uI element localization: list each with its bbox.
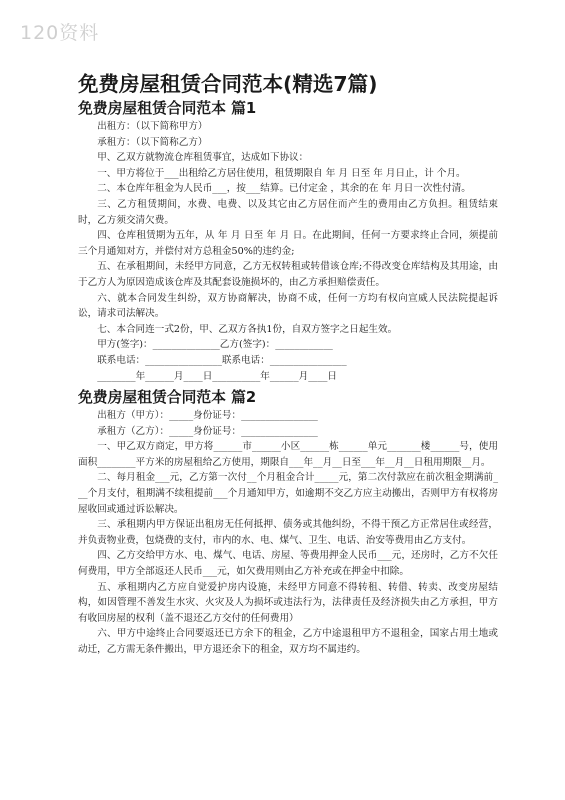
section-1-clause-5: 五、在承租期间，未经甲方同意，乙方无权转租或转借该仓库;不得改变仓库结构及其用途，由于乙方人为原因造成该仓库及其配套设施损坏的，由乙方承担赔偿责任。: [78, 261, 498, 288]
watermark: 120资料: [20, 22, 100, 44]
document-title: 免费房屋租赁合同范本(精选7篇): [78, 72, 378, 96]
section-1-lessor: 出租方：（以下简称甲方）: [97, 121, 208, 132]
section-2-heading: 免费房屋租赁合同范本 篇2: [78, 389, 257, 407]
section-1-heading: 免费房屋租赁合同范本 篇1: [78, 100, 257, 117]
section-1-clause-4: 四、仓库租赁期为五年，从 年 月 日至 年 月 日。在此期间，任何一方要求终止合同，须提前三个月通知对方，并偿付对方总租金50%的违约金;: [78, 230, 498, 257]
section-1-clause-1: 一、甲方将位于___出租给乙方居住使用，租赁期限自 年 月 日至 年 月日止，计 个月。: [97, 167, 466, 179]
document-page: [78, 70, 498, 658]
section-2-clause-6: 六、甲方中途终止合同要返还已方余下的租金，乙方中途退租甲方不退租金，国家占用土地或动迁，乙方需无条件搬出，甲方退还余下的租金，双方均不属违约。: [78, 628, 498, 655]
section-1-date-line: ________年______月____日__________年______月____日: [97, 370, 338, 382]
section-1-clause-2: 二、本仓库年租金为人民币___，按___结算。已付定金 ，其余的在 年 月日一次性付清。: [97, 183, 471, 195]
section-1-clause-6: 六、就本合同发生纠纷，双方协商解决，协商不成，任何一方均有权向宣威人民法院提起诉讼，请求司法解决。: [78, 292, 498, 320]
section-1-phone-line: 联系电话：________________联系电话：________________: [97, 354, 347, 366]
section-1-signature-line: 甲方(签字)：______________乙方(签字)：____________: [97, 339, 333, 351]
section-1-clause-7: 七、本合同连一式2份，甲、乙双方各执1份，自双方签字之日起生效。: [97, 323, 398, 335]
section-2-lessee: 承租方（乙方）：_____身份证号：________________: [97, 425, 318, 437]
section-1-lessee: 承租方：（以下简称乙方）: [97, 136, 208, 148]
section-2-clause-5: 五、承租期内乙方应自觉爱护房内设施，未经甲方同意不得转租、转借、转卖、改变房屋结构，如因管理不善发生水灾、火灾及人为损坏或违法行为，法律责任及经济损失由乙方承担，甲方有收回房屋的权利（盖不退还乙方交付的任何费用）: [78, 581, 498, 624]
section-2-clause-3: 三、承租期内甲方保证出租房无任何抵押、债务或其他纠纷，不得干预乙方正常居住或经营，并负责物业费，包烧费的支付，市内的水、电、煤气、卫生、电话、治安等费用由乙方支付。: [78, 519, 498, 546]
section-2-clause-4: 四、乙方交给甲方水、电、煤气、电话、房屋、等费用押金人民币___元，还房时，乙方不欠任何费用，甲方全部返还人民币___元，如欠费用则由乙方补充或在押金中扣除。: [78, 550, 498, 578]
section-1-clause-3: 三、乙方租赁期间，水费、电费、以及其它由乙方居住而产生的费用由乙方负担。租赁结束时，乙方须交清欠费。: [78, 198, 498, 226]
section-2-clause-1: 一、甲乙双方商定，甲方将______市______小区______栋______单元_______楼______号，使用面积________平方米的房屋租给乙方使用，期限自___年__月__日至___年__月__日租用期限__月。: [78, 441, 498, 468]
section-1-intro: 甲、乙双方就物流仓库租赁事宜，达成如下协议：: [97, 152, 309, 164]
section-2-clause-2: 二、每月租金___元，乙方第一次付__个月租金合计_____元，第二次付款应在前次租金期满前___个月支付，租期满不续租提前___个月通知甲方，如逾期不交乙方应主动搬出，否则甲方有权将房屋收回或通过诉讼解决。: [78, 472, 498, 515]
section-2-lessor: 出租方（甲方）：_____身份证号：________________: [97, 410, 318, 422]
